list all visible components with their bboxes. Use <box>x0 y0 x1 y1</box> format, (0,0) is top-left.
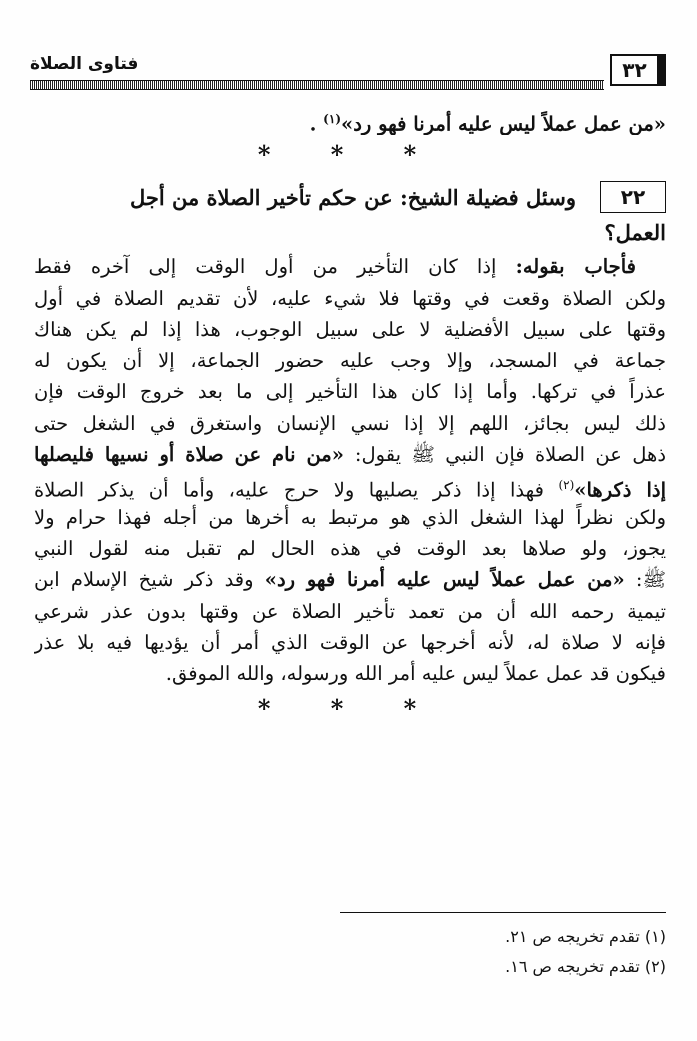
footnote-ref: (٢) <box>558 478 575 493</box>
section-separator: * * * <box>257 140 443 170</box>
answer-text: فهذا إذا ذكر يصليها ولا حرج عليه، وأما أن يذكر الصلاة <box>34 478 559 502</box>
answer-text: وقد ذكر شيخ الإسلام ابن <box>34 568 265 592</box>
answer-line <box>34 439 666 470</box>
section-separator: * * * <box>257 694 443 724</box>
hadith-line <box>34 104 666 135</box>
footnote-rule <box>340 912 666 913</box>
page-header <box>30 52 666 92</box>
answer-line <box>34 470 666 501</box>
hadith-quote: «من نام عن صلاة أو نسيها فليصلها <box>34 443 355 467</box>
answer-line: ولكن الصلاة وقعت في وقتها فلا شيء عليه، لأن تقديم الصلاة في أول <box>34 286 666 310</box>
answer-line: ذلك ليس بجائز، اللهم إلا إذا نسي الإنسان واستغرق في الشغل حتى <box>34 411 666 435</box>
footnotes <box>505 922 666 982</box>
answer-line: فإنه لا صلاة له، لأنه أخرجها عن الوقت الذي أمر أن يؤديها فيه بلا عذر <box>34 630 666 654</box>
hadith-quote: «من عمل عملاً ليس عليه أمرنا فهو رد» <box>264 568 625 592</box>
answer-line <box>34 564 666 595</box>
answer-line: تيمية رحمه الله أن من تعمد تأخير الصلاة عن وقتها بدون عذر شرعي <box>34 599 666 623</box>
footnote-ref: (١) <box>323 112 341 126</box>
answer-line: يجوز، ولو صلاها بعد الوقت في هذه الحال لم تقبل منه لقول النبي <box>34 536 666 560</box>
footnote: (٢) تقدم تخريجه ص ١٦. <box>505 957 666 976</box>
line-end: . <box>309 112 324 136</box>
answer-lead: فأجاب بقوله: <box>515 255 636 279</box>
hadith-quote: إذا ذكرها» <box>574 478 666 502</box>
question-text-continued: العمل؟ <box>604 220 666 246</box>
footnote: (١) تقدم تخريجه ص ٢١. <box>505 927 666 946</box>
header-rule <box>30 80 604 90</box>
answer-line: ولكن نظراً لهذا الشغل الذي هو مرتبط به أخرها من أجله فهذا حرام ولا <box>34 505 666 529</box>
question-heading <box>34 179 666 215</box>
answer-line: وقتها على سبيل الأفضلية لا على سبيل الوجوب، هذا إذا لم يكن هناك <box>34 317 666 341</box>
answer-line: جماعة في المسجد، وإلا وجب عليه حضور الجماعة، إلا أن يكون له <box>34 349 666 373</box>
page-body <box>34 104 666 729</box>
answer-text: ﷺ: <box>624 568 666 592</box>
running-title: فتاوى الصلاة <box>30 54 139 74</box>
question-text: وسئل فضيلة الشيخ: عن حكم تأخير الصلاة من أجل <box>129 184 576 210</box>
answer-line: عذراً في تركها. وأما إذا كان هذا التأخير إلى ما بعد خروج الوقت فإن <box>34 380 666 404</box>
question-number: ٢٢ <box>600 181 666 213</box>
hadith-quote: «من عمل عملاً ليس عليه أمرنا فهو رد» <box>341 112 666 136</box>
answer-text: ذهل عن الصلاة فإن النبي ﷺ يقول: <box>354 443 666 467</box>
answer-text: إذا كان التأخير من أول الوقت إلى آخره فقط <box>34 255 516 279</box>
page-number: ٣٢ <box>610 54 666 86</box>
answer-line: فيكون قد عمل عملاً ليس عليه أمر الله ورسوله، والله الموفق. <box>165 662 666 686</box>
answer-line <box>34 251 666 282</box>
